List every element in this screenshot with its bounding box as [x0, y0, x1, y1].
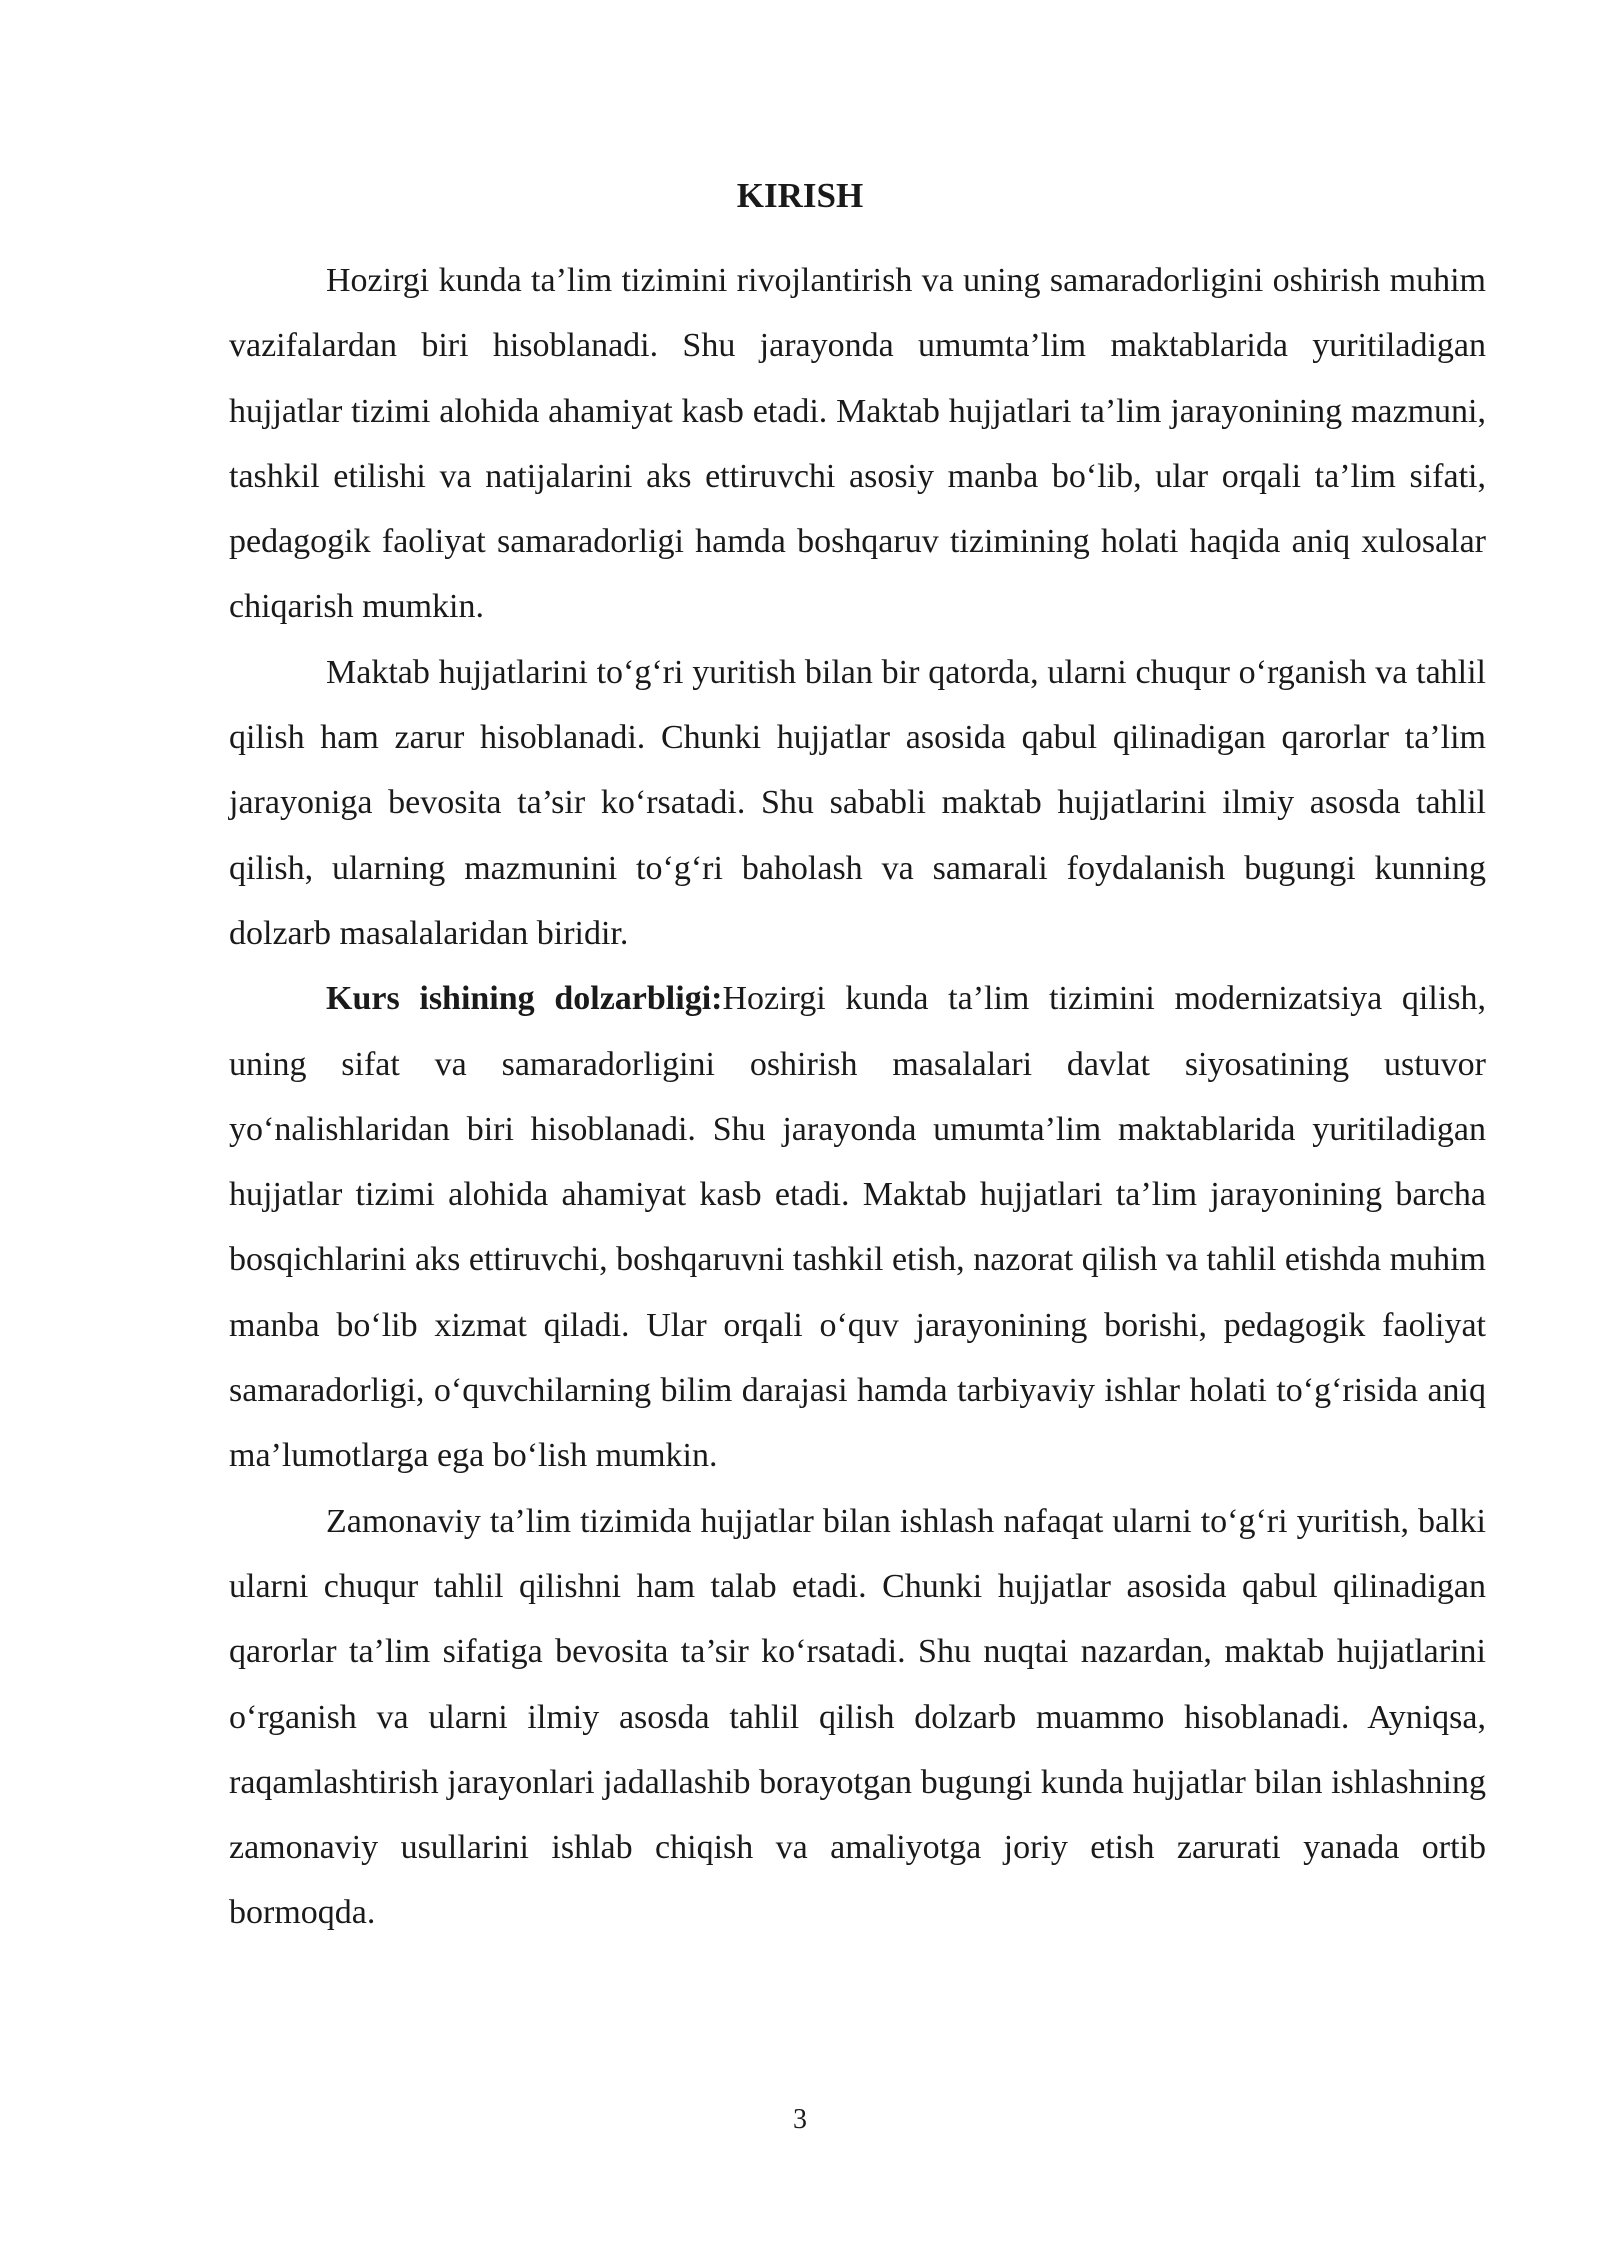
page-number: 3	[793, 2104, 807, 2135]
paragraph-text: Zamonaviy ta’lim tizimida hujjatlar bilan ishlash nafaqat ularni to‘g‘ri yuritish, balki ularni chuqur tahlil qilishni ham talab etadi. Chunki hujjatlar asosida qabul qilinadigan qarorlar ta’lim sifatiga bevosita ta’sir ko‘rsatadi. Shu nuqtai nazardan, maktab hujjatlarini o‘rganish va ularni ilmiy asosda tahlil qilish dolzarb muammo hisoblanadi. Ayniqsa, raqamlashtirish jarayonlari jadallashib borayotgan bugungi kunda hujjatlar bilan ishlashning zamonaviy usullarini ishlab chiqish va amaliyotga joriy etish zarurati yanada ortib bormoqda.	[229, 1502, 1486, 1932]
paragraph-text: Hozirgi kunda ta’lim tizimini modernizatsiya qilish, uning sifat va samaradorligini oshirish masalalari davlat siyosatining ustuvor yo‘nalishlaridan biri hisoblanadi. Shu jarayonda umumta’lim maktablarida yuritiladigan hujjatlar tizimi alohida ahamiyat kasb etadi. Maktab hujjatlari ta’lim jarayonining barcha bosqichlarini aks ettiruvchi, boshqaruvni tashkil etish, nazorat qilish va tahlil etishda muhim manba bo‘lib xizmat qiladi. Ular orqali o‘quv jarayonining borishi, pedagogik faoliyat samaradorligi, o‘quvchilarning bilim darajasi hamda tarbiyaviy ishlar holati to‘g‘risida aniq ma’lumotlarga ega bo‘lish mumkin.	[229, 980, 1486, 1475]
paragraph-3	[229, 966, 1486, 1488]
paragraph-text: Hozirgi kunda ta’lim tizimini rivojlantirish va uning samaradorligini oshirish muhim vazifalardan biri hisoblanadi. Shu jarayonda umumta’lim maktablarida yuritiladigan hujjatlar tizimi alohida ahamiyat kasb etadi. Maktab hujjatlari ta’lim jarayonining mazmuni, tashkil etilishi va natijalarini aks ettiruvchi asosiy manba bo‘lib, ular orqali ta’lim sifati, pedagogik faoliyat samaradorligi hamda boshqaruv tizimining holati haqida aniq xulosalar chiqarish mumkin.	[229, 262, 1486, 626]
page-title: KIRISH	[736, 176, 864, 215]
paragraph-text: Maktab hujjatlarini to‘g‘ri yuritish bilan bir qatorda, ularni chuqur o‘rganish va tahlil qilish ham zarur hisoblanadi. Chunki hujjatlar asosida qabul qilinadigan qarorlar ta’lim jarayoniga bevosita ta’sir ko‘rsatadi. Shu sababli maktab hujjatlarini ilmiy asosda tahlil qilish, ularning mazmunini to‘g‘ri baholash va samarali foydalanish bugungi kunning dolzarb masalalaridan biridir.	[229, 653, 1486, 952]
paragraph-2	[229, 640, 1486, 966]
document-body	[229, 248, 1486, 1946]
paragraph-1	[229, 248, 1486, 640]
paragraph-4	[229, 1489, 1486, 1946]
paragraph-lead-heading: Kurs ishining dolzarbligi:	[326, 980, 723, 1018]
